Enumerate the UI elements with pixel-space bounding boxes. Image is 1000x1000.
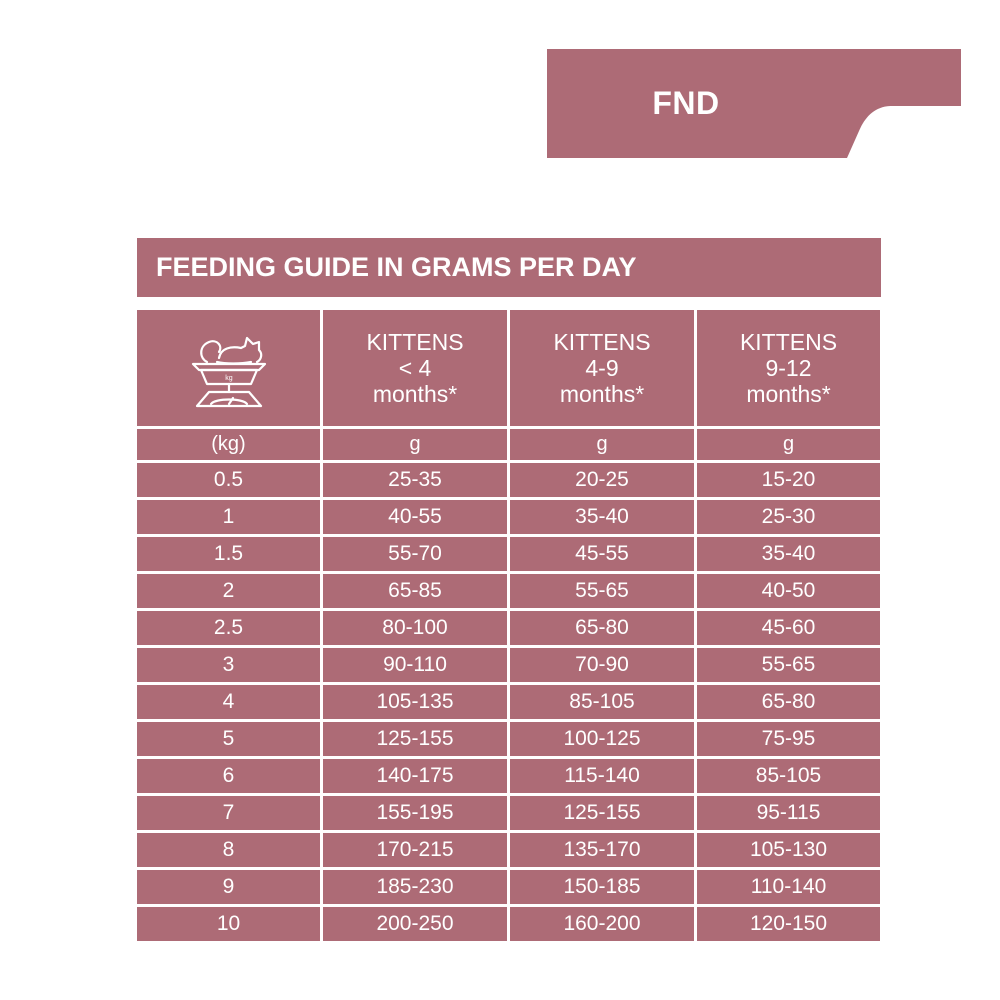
unit-cell: g	[510, 429, 694, 460]
table-cell: 3	[137, 648, 320, 682]
table-cell: 5	[137, 722, 320, 756]
table-cell: 200-250	[323, 907, 507, 941]
table-cell: 20-25	[510, 463, 694, 497]
table-cell: 150-185	[510, 870, 694, 904]
unit-cell: (kg)	[137, 429, 320, 460]
table-cell: 35-40	[697, 537, 880, 571]
feeding-guide-title: FEEDING GUIDE IN GRAMS PER DAY	[137, 238, 881, 297]
table-cell: 2	[137, 574, 320, 608]
table-cell: 160-200	[510, 907, 694, 941]
table-cell: 90-110	[323, 648, 507, 682]
table-cell: 6	[137, 759, 320, 793]
table-cell: 55-65	[510, 574, 694, 608]
table-cell: 55-70	[323, 537, 507, 571]
weight-header-cell	[137, 310, 320, 426]
table-cell: 1.5	[137, 537, 320, 571]
unit-cell: g	[697, 429, 880, 460]
table-cell: 115-140	[510, 759, 694, 793]
brand-tab-label: FND	[652, 85, 720, 121]
feeding-table	[137, 310, 880, 941]
column-header-line: KITTENS	[739, 329, 838, 355]
table-cell: 105-130	[697, 833, 880, 867]
column-header-line: months*	[746, 381, 831, 407]
table-cell: 2.5	[137, 611, 320, 645]
column-header-line: KITTENS	[553, 329, 651, 355]
column-header-line: 4-9	[585, 355, 619, 381]
table-cell: 10	[137, 907, 320, 941]
table-cell: 125-155	[510, 796, 694, 830]
table-cell: 125-155	[323, 722, 507, 756]
column-header	[697, 310, 880, 426]
unit-cell: g	[323, 429, 507, 460]
table-cell: 170-215	[323, 833, 507, 867]
column-header	[323, 310, 507, 426]
brand-tab	[547, 49, 961, 158]
column-header-line: months*	[372, 381, 458, 407]
table-cell: 100-125	[510, 722, 694, 756]
table-cell: 7	[137, 796, 320, 830]
table-cell: 75-95	[697, 722, 880, 756]
table-cell: 45-60	[697, 611, 880, 645]
table-cell: 95-115	[697, 796, 880, 830]
table-cell: 55-65	[697, 648, 880, 682]
table-cell: 65-80	[697, 685, 880, 719]
table-cell: 140-175	[323, 759, 507, 793]
cat-on-scale-icon	[179, 318, 279, 418]
table-cell: 25-35	[323, 463, 507, 497]
column-header-line: < 4	[398, 355, 432, 381]
table-cell: 1	[137, 500, 320, 534]
scale-kg-text: kg	[224, 375, 233, 382]
column-header-line: 9-12	[765, 355, 812, 381]
table-cell: 40-50	[697, 574, 880, 608]
table-cell: 15-20	[697, 463, 880, 497]
table-cell: 65-85	[323, 574, 507, 608]
table-cell: 0.5	[137, 463, 320, 497]
table-cell: 120-150	[697, 907, 880, 941]
column-header	[510, 310, 694, 426]
table-cell: 35-40	[510, 500, 694, 534]
table-cell: 25-30	[697, 500, 880, 534]
table-cell: 155-195	[323, 796, 507, 830]
table-cell: 85-105	[510, 685, 694, 719]
table-cell: 65-80	[510, 611, 694, 645]
table-cell: 80-100	[323, 611, 507, 645]
table-cell: 70-90	[510, 648, 694, 682]
table-cell: 4	[137, 685, 320, 719]
table-cell: 105-135	[323, 685, 507, 719]
table-cell: 135-170	[510, 833, 694, 867]
table-cell: 40-55	[323, 500, 507, 534]
table-cell: 9	[137, 870, 320, 904]
table-cell: 85-105	[697, 759, 880, 793]
table-cell: 110-140	[697, 870, 880, 904]
column-header-line: months*	[559, 381, 645, 407]
column-header-line: KITTENS	[366, 329, 464, 355]
table-cell: 185-230	[323, 870, 507, 904]
table-cell: 45-55	[510, 537, 694, 571]
table-cell: 8	[137, 833, 320, 867]
